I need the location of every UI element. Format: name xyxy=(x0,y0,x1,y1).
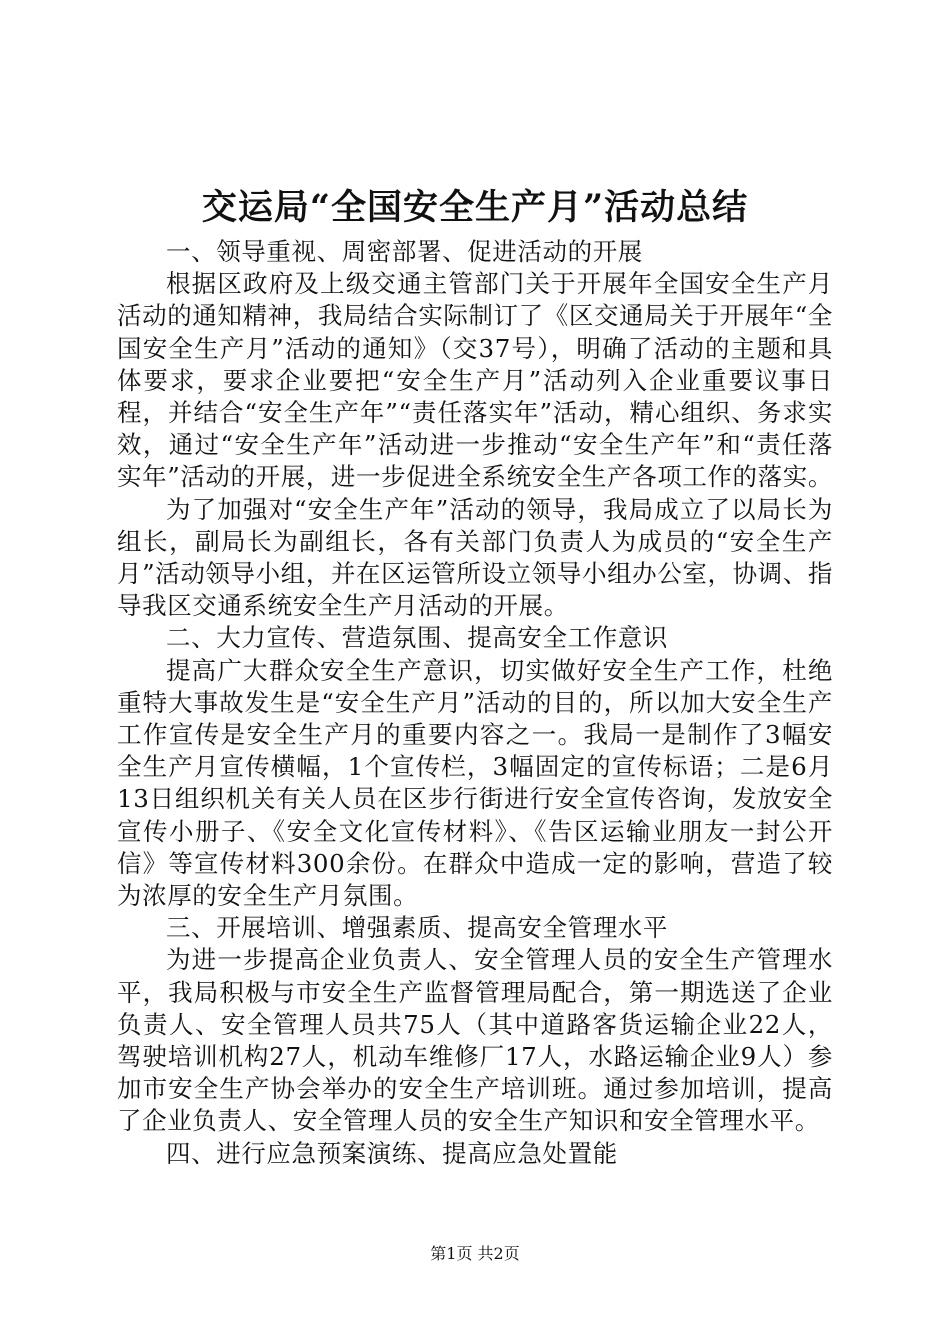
document-body xyxy=(117,236,833,1170)
section-heading: 三、开展培训、增强素质、提高安全管理水平 xyxy=(166,913,668,943)
document-title: 交运局“全国安全生产月”活动总结 xyxy=(201,187,749,228)
section-heading: 二、大力宣传、营造氛围、提高安全工作意识 xyxy=(166,623,668,653)
paragraph: 提高广大群众安全生产意识，切实做好安全生产工作，杜绝重特大事故发生是“安全生产月”活动的目的，所以加大安全生产工作宣传是安全生产月的重要内容之一。我局一是制作了3幅安全生产月宣传横幅，1个宣传栏，3幅固定的宣传标语；二是6月13日组织机关有关人员在区步行街进行安全宣传咨询，发放安全宣传小册子、《安全文化宣传材料》、《告区运输业朋友一封公开信》等宣传材料300余份。在群众中造成一定的影响，营造了较为浓厚的安全生产月氛围。 xyxy=(117,655,833,911)
section-heading: 一、领导重视、周密部署、促进活动的开展 xyxy=(166,237,643,266)
paragraph: 为进一步提高企业负责人、安全管理人员的安全生产管理水平，我局积极与市安全生产监督管理局配合，第一期选送了企业负责人、安全管理人员共75人（其中道路客货运输企业22人，驾驶培训机构27人，机动车维修厂17人，水路运输企业9人）参加市安全生产协会举办的安全生产培训班。通过参加培训，提高了企业负责人、安全管理人员的安全生产知识和安全管理水平。 xyxy=(117,945,833,1136)
paragraph: 为了加强对“安全生产年”活动的领导，我局成立了以局长为组长，副局长为副组长，各有关部门负责人为成员的“安全生产月”活动领导小组，并在区运管所设立领导小组办公室，协调、指导我区交通系统安全生产月活动的开展。 xyxy=(117,494,833,621)
section-heading: 四、进行应急预案演练、提高应急处置能 xyxy=(166,1138,618,1168)
paragraph: 根据区政府及上级交通主管部门关于开展年全国安全生产月活动的通知精神，我局结合实际制订了《区交通局关于开展年“全国安全生产月”活动的通知》（交37号），明确了活动的主题和具体要求，要求企业要把“安全生产月”活动列入企业重要议事日程，并结合“安全生产年”“责任落实年”活动，精心组织、务求实效，通过“安全生产年”活动进一步推动“安全生产年”和“责任落实年”活动的开展，进一步促进全系统安全生产各项工作的落实。 xyxy=(117,269,833,492)
page-footer: 第1页 共2页 xyxy=(430,1244,520,1263)
